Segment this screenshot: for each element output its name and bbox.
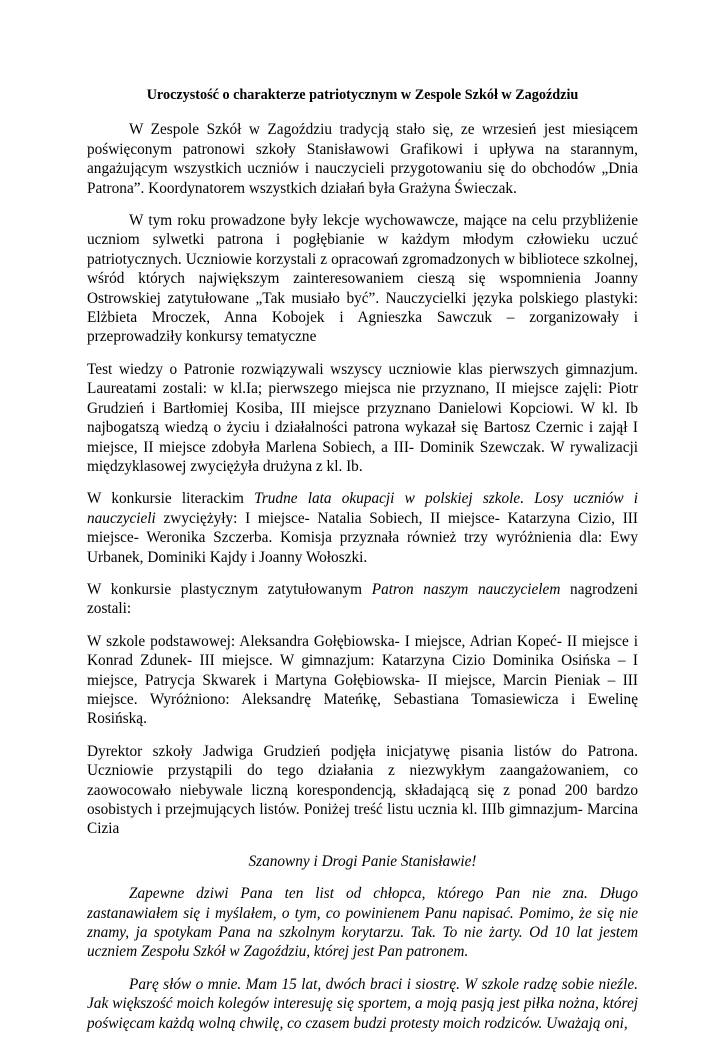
art-contest-title: Patron naszym nauczycielem bbox=[371, 580, 561, 598]
paragraph-letters-initiative: Dyrektor szkoły Jadwiga Grudzień podjęła inicjatywę pisania listów do Patrona. Uczniowie przystąpili do tego działania z niezwykłym zaangażowaniem, co zaowocowało niebywale liczną korespondencją, składającą się z ponad 200 bardzo osobistych i przejmujących listów. Poniżej treść listu ucznia kl. IIIb gimnazjum- Marcina Cizia bbox=[87, 742, 638, 838]
paragraph-knowledge-test: Test wiedzy o Patronie rozwiązywali wszyscy uczniowie klas pierwszych gimnazjum. Laureatami zostali: w kl.Ia; pierwszego miejsca nie przyznano, II miejsce zajęli: Piotr Grudzień i Bartłomiej Kosiba, III miejsce przyznano Danielowi Kopciowi. W kl. Ib najbogatszą wiedzą o życiu i działalności patrona wykazał się Bartosz Czernic i zajął I miejsce, II miejsce zdobyła Marlena Sobiech, a III- Dominik Szewczak. W rywalizacji międzyklasowej zwyciężyła drużyna z kl. Ib. bbox=[87, 360, 638, 475]
paragraph-art-winners: W szkole podstawowej: Aleksandra Gołębiowska- I miejsce, Adrian Kopeć- II miejsce i Konrad Zdunek- III miejsce. W gimnazjum: Katarzyna Cizio Dominika Osińska – I miejsce, Patrycja Skwarek i Martyna Gołębiowska- II miejsce, Marcin Pieniak – III miejsce. Wyróżniono: Aleksandrę Mateńkę, Sebastiana Tomasiewicza i Ewelinę Rosińską. bbox=[87, 632, 638, 728]
paragraph-art-contest bbox=[87, 580, 638, 619]
paragraph-literary-contest bbox=[87, 489, 638, 567]
literary-contest-text-start: W konkursie literackim bbox=[87, 490, 255, 508]
letter-salutation: Szanowny i Drogi Panie Stanisławie! bbox=[248, 852, 477, 870]
letter-paragraph-2: Parę słów o mnie. Mam 15 lat, dwóch braci i siostrę. W szkole radzę sobie nieźle. Jak większość moich kolegów interesuję się sportem, a moją pasją jest piłka nożna, której poświęcam każdą wolną chwilę, co czasem budzi protesty moich rodziców. Uważają oni, bbox=[87, 975, 638, 1032]
document-title: Uroczystość o charakterze patriotycznym w Zespole Szkół w Zagoździu bbox=[146, 87, 579, 103]
literary-contest-text-end: zwyciężyły: I miejsce- Natalia Sobiech, II miejsce- Katarzyna Cizio, III miejsce- Weronika Szczerba. Komisja przyznała również trzy wyróżnienia dla: Ewy Urbanek, Dominiki Kajdy i Joanny Wołoszki. bbox=[87, 509, 638, 566]
document-page bbox=[87, 86, 638, 1046]
paragraph-lessons: W tym roku prowadzone były lekcje wychowawcze, mające na celu przybliżenie uczniom sylwetki patrona i pogłębianie w każdym młodym człowieku uczuć patriotycznych. Uczniowie korzystali z opracowań zgromadzonych w bibliotece szkolnej, wśród których największym zainteresowaniem cieszą się wspomnienia Joanny Ostrowskiej zatytułowane „Tak musiało być”. Nauczycielki języka polskiego plastyki: Elżbieta Mroczek, Anna Kobojek i Agnieszka Sawczuk – zorganizowały i przeprowadziły konkursy tematyczne bbox=[87, 212, 638, 346]
art-contest-text-start: W konkursie plastycznym zatytułowanym bbox=[87, 580, 372, 598]
literary-contest-title: Trudne lata okupacji w polskiej szkole. Losy uczniów i nauczycieli bbox=[87, 490, 638, 527]
art-contest-text-end: nagrodzeni zostali: bbox=[87, 580, 638, 618]
letter-paragraph-1: Zapewne dziwi Pana ten list od chłopca, którego Pan nie zna. Długo zastanawiałem się i myślałem, o tym, co powinienem Panu napisać. Pomimo, że się nie znamy, ja spotykam Pana na szkolnym korytarzu. Tak. To nie żarty. Od 10 lat jestem uczniem Zespołu Szkół w Zagoździu, której jest Pan patronem. bbox=[87, 885, 638, 961]
paragraph-intro: W Zespole Szkół w Zagoździu tradycją stało się, ze wrzesień jest miesiącem poświęconym patronowi szkoły Stanisławowi Grafikowi i upływa na starannym, angażującym wszystkich uczniów i nauczycieli przygotowaniu się do obchodów „Dnia Patrona”. Koordynatorem wszystkich działań była Grażyna Świeczak. bbox=[87, 121, 638, 197]
